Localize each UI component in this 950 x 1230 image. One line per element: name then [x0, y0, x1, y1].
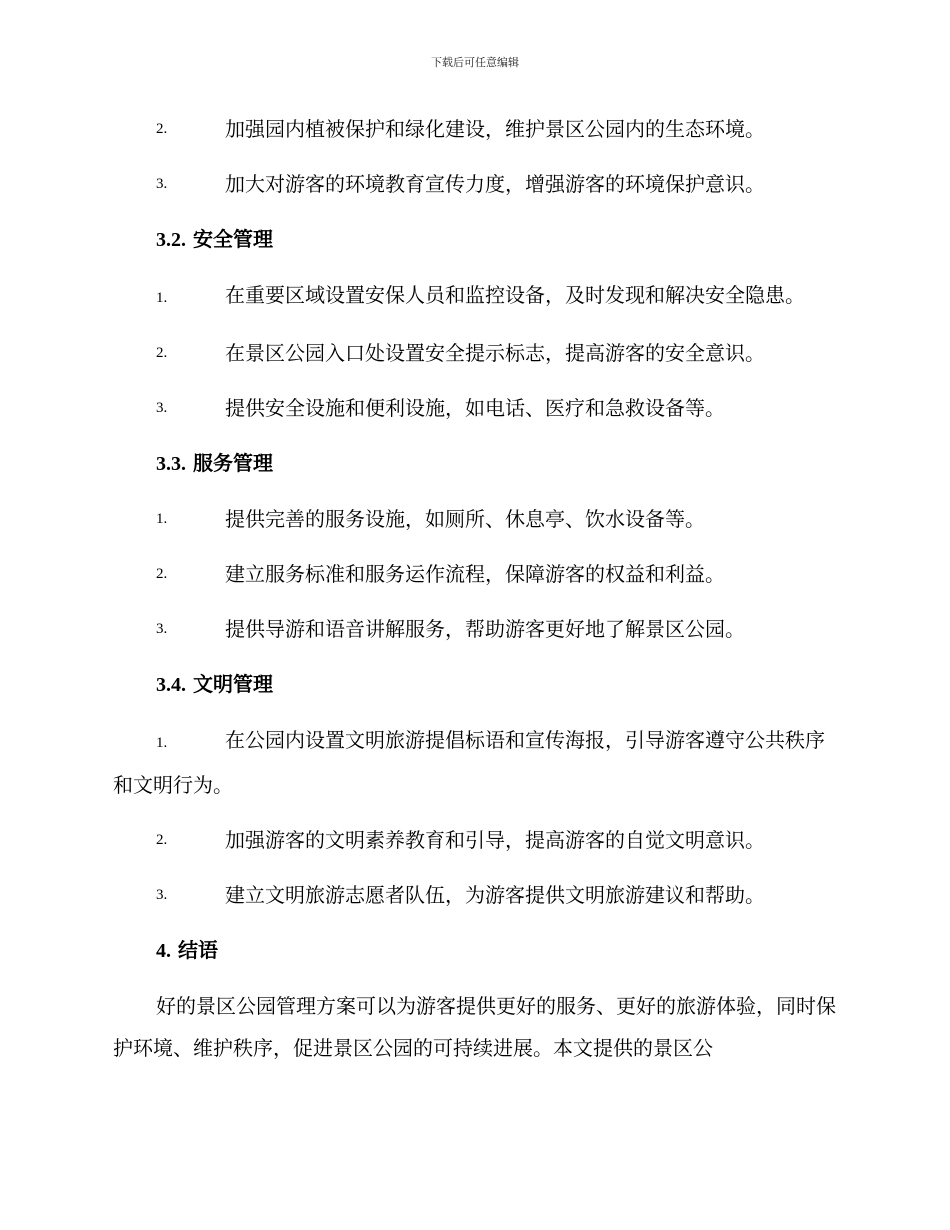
section-heading-number: 3.4. — [156, 674, 186, 696]
list-item-number: 1. — [156, 735, 168, 751]
list-item-text: 提供导游和语音讲解服务，帮助游客更好地了解景区公园。 — [225, 617, 745, 641]
section-heading-service — [113, 442, 838, 485]
list-item-text: 加强园内植被保护和绿化建设，维护景区公园内的生态环境。 — [225, 117, 765, 141]
list-item — [113, 332, 838, 374]
section-heading-number: 4. — [156, 940, 171, 962]
list-item-number: 3. — [156, 400, 168, 416]
list-item-number: 3. — [156, 621, 168, 637]
list-item-text: 建立服务标准和服务运作流程，保障游客的权益和利益。 — [225, 562, 725, 586]
list-item — [113, 387, 838, 429]
list-item — [113, 819, 838, 861]
conclusion-paragraph: 好的景区公园管理方案可以为游客提供更好的服务、更好的旅游体验，同时保护环境、维护秩序，促进景区公园的可持续进展。本文提供的景区公 — [113, 994, 836, 1060]
list-item — [113, 608, 838, 650]
section-heading-text: 服务管理 — [192, 451, 273, 475]
list-item-text: 提供安全设施和便利设施，如电话、医疗和急救设备等。 — [225, 396, 725, 420]
list-item — [113, 874, 838, 916]
section-heading-text: 文明管理 — [192, 672, 273, 696]
list-item-text: 在景区公园入口处设置安全提示标志，提高游客的安全意识。 — [225, 341, 765, 365]
list-item-number: 2. — [156, 832, 168, 848]
list-item-text: 建立文明旅游志愿者队伍，为游客提供文明旅游建议和帮助。 — [225, 883, 765, 907]
list-item — [113, 163, 838, 205]
list-item-text: 在重要区域设置安保人员和监控设备，及时发现和解决安全隐患。 — [225, 283, 805, 307]
section-heading-safety — [113, 218, 838, 261]
list-item-number: 2. — [156, 345, 168, 361]
section-heading-number: 3.3. — [156, 453, 186, 475]
list-item-number: 3. — [156, 176, 168, 192]
list-item-text: 在公园内设置文明旅游提倡标语和宣传海报，引导游客遵守公共秩序和文明行为。 — [113, 728, 825, 797]
list-item-number: 2. — [156, 566, 168, 582]
list-item — [113, 108, 838, 150]
section-heading-text: 结语 — [177, 938, 218, 962]
section-heading-civility — [113, 663, 838, 706]
list-item-text: 提供完善的服务设施，如厕所、休息亭、饮水设备等。 — [225, 507, 705, 531]
list-item-text: 加大对游客的环境教育宣传力度，增强游客的环境保护意识。 — [225, 172, 765, 196]
list-item-number: 2. — [156, 121, 168, 137]
list-item-number: 1. — [156, 511, 168, 527]
list-item-text: 加强游客的文明素养教育和引导，提高游客的自觉文明意识。 — [225, 828, 765, 852]
section-heading-conclusion — [113, 929, 838, 972]
document-body — [113, 108, 838, 1069]
section-heading-number: 3.2. — [156, 229, 186, 251]
list-item — [113, 498, 838, 540]
list-item — [113, 553, 838, 595]
section-heading-text: 安全管理 — [192, 227, 273, 251]
list-item — [113, 274, 838, 319]
list-item — [113, 719, 838, 806]
header-note: 下载后可任意编辑 — [431, 56, 519, 69]
list-item-number: 1. — [156, 290, 168, 306]
list-item-number: 3. — [156, 887, 168, 903]
